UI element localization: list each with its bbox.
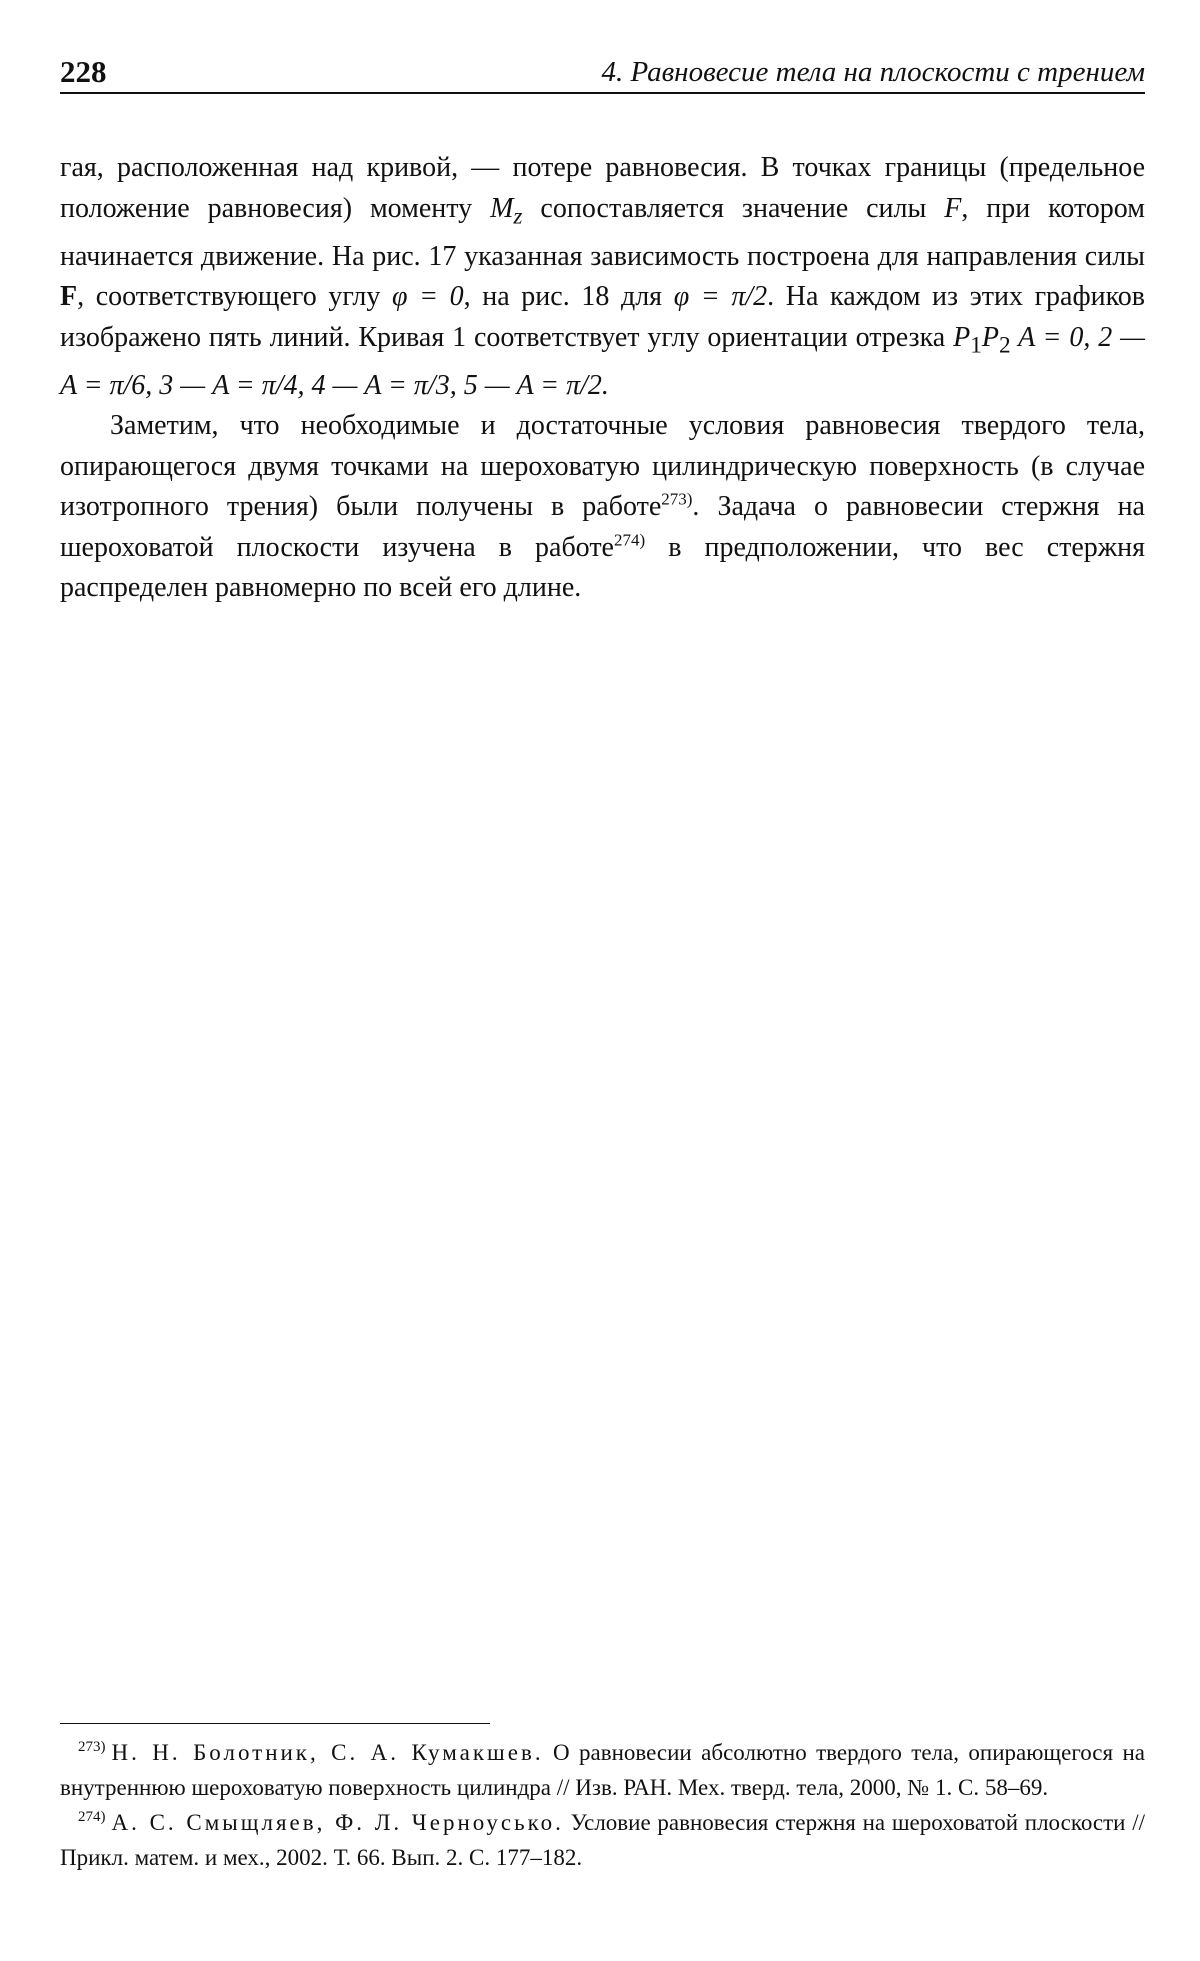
point-p1-subscript: 1 [970,332,982,359]
footnote-ref-273[interactable]: 273) [661,489,693,509]
text-run: , на рис. 18 для [463,281,674,313]
point-p2: P [981,321,1000,353]
text-run: в предположении, что вес стержня распределен равномерно по всей его длине. [60,531,1145,604]
moment-subscript: z [513,203,523,230]
footnote-274 [60,1805,1145,1875]
text-run: . На каждом из этих графиков изображено пять линий. Кривая 1 соответствует углу ориентации отрезка [60,281,1146,353]
footnote-mark: 274) [78,1809,106,1826]
footnote-273 [60,1735,1145,1805]
text-run: , при котором начинается движение. На рис. 17 указанная зависимость построена для направления силы [60,192,1145,272]
text-run: гая, расположенная над кривой, — потере равновесия. В точках границы (предельное положение равновесия) моменту [60,152,1145,224]
page-header [60,52,1145,94]
point-p1: P [953,321,971,353]
footnote-mark: 273) [78,1739,106,1756]
page-number: 228 [60,54,107,89]
footnote-authors: Н. Н. Болотник, С. А. Кумакшев. [111,1740,544,1765]
text-run: . Задача о равновесии стержня на шероховатой плоскости изучена в работе [60,491,1145,563]
equation-phi-zero: φ = 0 [392,281,464,313]
moment-symbol: M [490,192,514,224]
running-title: 4. Равновесие тела на плоскости с трением [601,56,1145,88]
footnote-ref-274[interactable]: 274) [613,530,646,550]
force-vector-symbol: F [60,281,78,313]
angle-list: A = 0, 2 — A = π/6, 3 — A = π/4, 4 — A = π/3, 5 — A = π/2. [60,321,1145,401]
body-text [60,148,1145,609]
footnote-divider [60,1723,490,1724]
text-run: Заметим, что необходимые и достаточные условия равновесия твердого тела, опирающегося двумя точками на шероховатую цилиндрическую поверхность (в случае изотропного трения) были получены в работе [60,410,1145,523]
equation-phi-half-pi: φ = π/2 [673,281,768,313]
paragraph-2 [60,406,1145,609]
footnote-authors: А. С. Смыщляев, Ф. Л. Черноусько. [111,1810,564,1835]
footnote-text: Условие равновесия стержня на шероховатой плоскости // Прикл. матем. и мех., 2002. Т. 66. Вып. 2. С. 177–182. [60,1810,1145,1870]
footnotes [60,1735,1145,1875]
force-symbol: F [944,192,962,224]
footnote-text: О равновесии абсолютно твердого тела, опирающегося на внутреннюю шероховатую поверхность цилиндра // Изв. РАН. Мех. тверд. тела, 2000, № 1. С. 58–69. [60,1740,1145,1800]
text-run: сопоставляется значение силы [522,192,945,224]
point-p2-subscript: 2 [999,332,1011,359]
text-run: , соответствующего углу [77,281,392,313]
paragraph-1 [60,148,1145,406]
